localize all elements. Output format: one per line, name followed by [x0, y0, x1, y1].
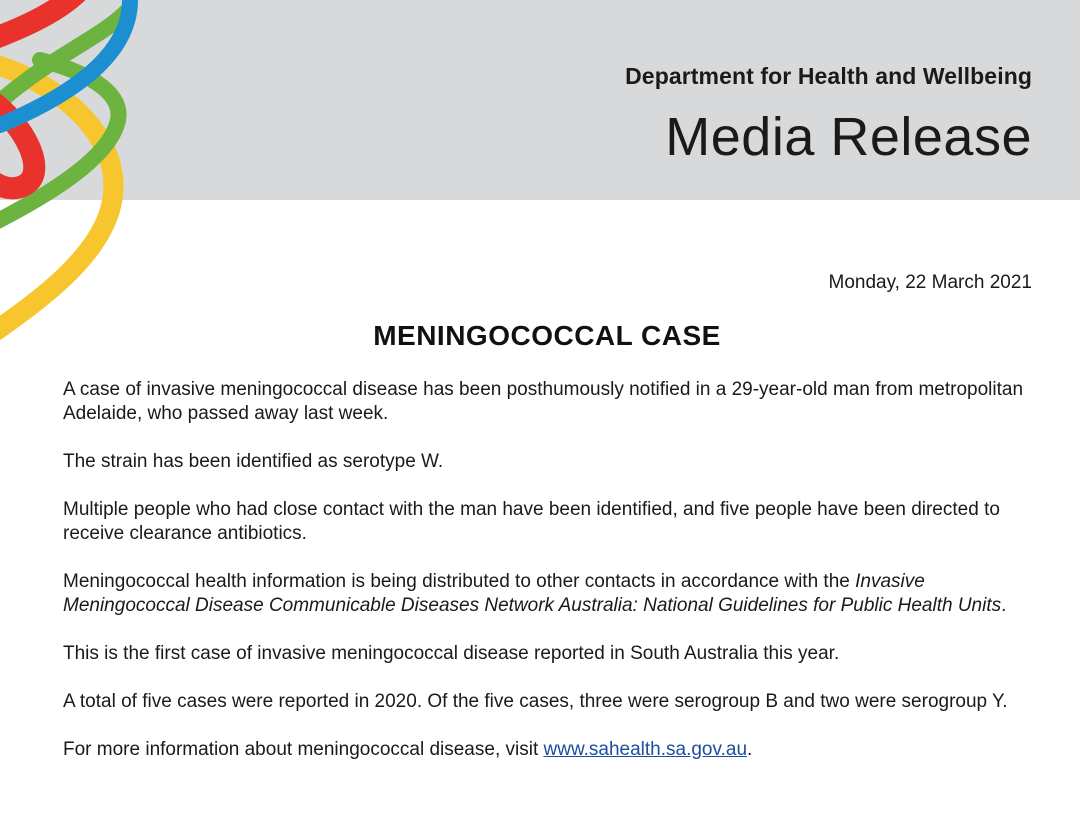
- header-band: [0, 0, 1080, 200]
- sahealth-link[interactable]: www.sahealth.sa.gov.au: [543, 739, 748, 760]
- paragraph-contacts: Multiple people who had close contact with the man have been identified, and five people have been directed to receive clearance antibiotics.: [63, 499, 1000, 544]
- paragraph-first-case: This is the first case of invasive meningococcal disease reported in South Australia this year.: [63, 643, 840, 664]
- guidelines-text: Meningococcal health information is being distributed to other contacts in accordance with the: [63, 571, 856, 592]
- document-type-title: Media Release: [665, 107, 1032, 167]
- more-info-end: .: [747, 739, 753, 760]
- paragraph-2020-cases: A total of five cases were reported in 2020. Of the five cases, three were serogroup B and two were serogroup Y.: [63, 691, 1008, 712]
- release-body: [63, 378, 1043, 786]
- paragraph-strain: The strain has been identified as serotype W.: [63, 451, 444, 472]
- guidelines-end: .: [1001, 595, 1007, 616]
- paragraph-guidelines: [63, 570, 1043, 618]
- release-date: Monday, 22 March 2021: [828, 272, 1032, 293]
- paragraph-case-notified: A case of invasive meningococcal disease has been posthumously notified in a 29-year-old man from metropolitan Adelaide, who passed away last week.: [63, 379, 1024, 424]
- department-name: Department for Health and Wellbeing: [625, 63, 1032, 89]
- guidelines-title: Invasive Meningococcal Disease Communicable Diseases Network Australia: National Guidelines for Public Health Units: [63, 571, 1002, 616]
- ribbon-logo: [0, 0, 140, 340]
- headline: MENINGOCOCCAL CASE: [373, 320, 721, 351]
- paragraph-more-info: [63, 738, 1043, 762]
- more-info-text: For more information about meningococcal disease, visit: [63, 739, 544, 760]
